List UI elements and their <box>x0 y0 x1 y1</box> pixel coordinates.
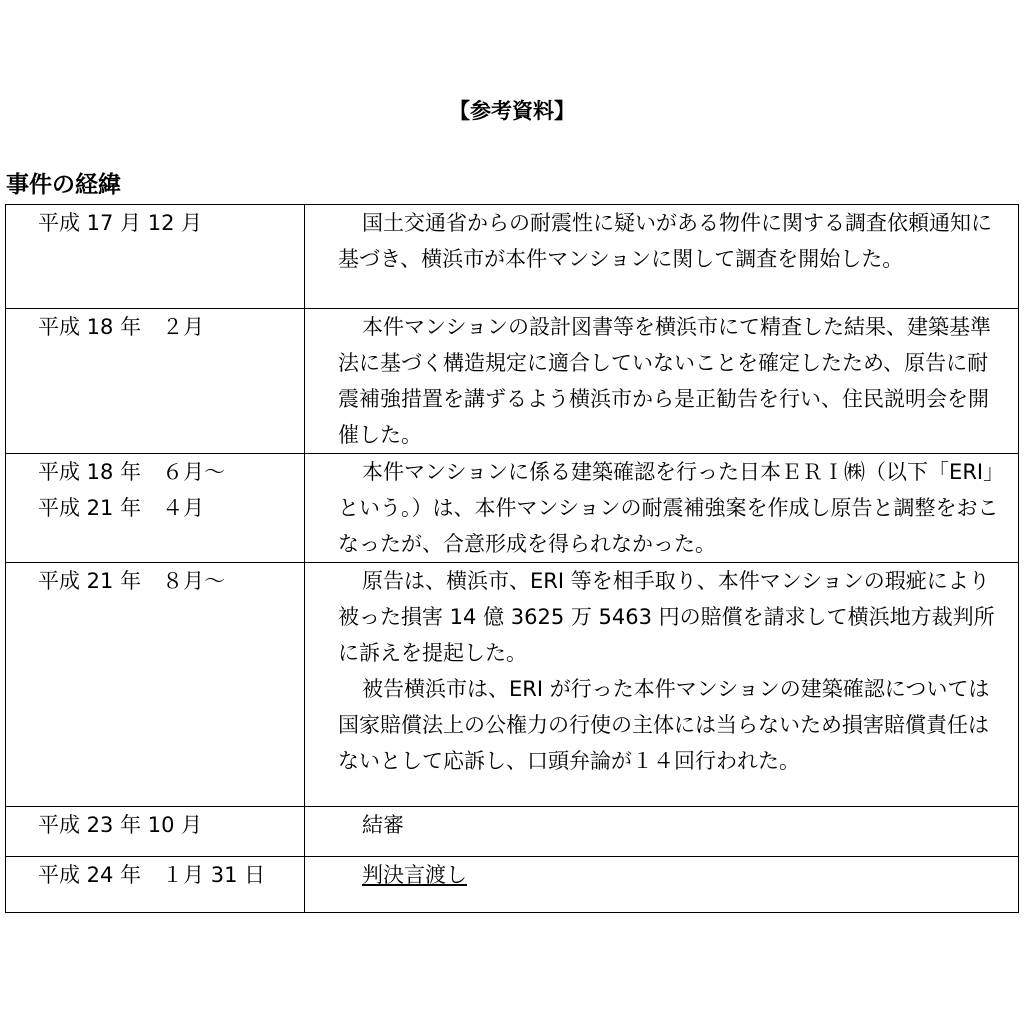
description-cell <box>305 807 1019 857</box>
date-cell <box>6 563 305 807</box>
date-cell <box>6 807 305 857</box>
judgment-label: 判決言渡し <box>362 863 467 887</box>
description-text: 本件マンションに係る建築確認を行った日本ＥＲＩ㈱（以下「ERI」という。）は、本件マンションの耐震補強案を作成し原告と調整をおこなったが、合意形成を得られなかった。 <box>338 460 1005 556</box>
timeline-table <box>5 204 1019 913</box>
date-cell <box>6 205 305 309</box>
date-text: 平成 18 年 ６月～ <box>38 460 226 484</box>
date-text: 平成 24 年 １月 31 日 <box>38 863 266 887</box>
table-row <box>6 857 1019 913</box>
description-text: 被告横浜市は、ERI が行った本件マンションの建築確認については国家賠償法上の公権力の行使の主体には当らないため損害賠償責任はないとして応訴し、口頭弁論が１４回行われた。 <box>338 677 990 773</box>
description-text: 国土交通省からの耐震性に疑いがある物件に関する調査依頼通知に基づき、横浜市が本件マンションに関して調査を開始した。 <box>338 211 992 271</box>
description-cell <box>305 857 1019 913</box>
document-title: 【参考資料】 <box>449 99 575 123</box>
description-text-container <box>338 857 1006 893</box>
date-text: 平成 17 月 12 月 <box>38 211 203 235</box>
date-cell <box>6 857 305 913</box>
table-row <box>6 807 1019 857</box>
table-row <box>6 205 1019 309</box>
description-cell <box>305 563 1019 807</box>
date-text: 平成 21 年 ４月 <box>38 496 205 520</box>
table-row <box>6 309 1019 454</box>
date-text: 平成 23 年 10 月 <box>38 813 203 837</box>
section-heading: 事件の経緯 <box>6 172 121 198</box>
table-row <box>6 563 1019 807</box>
table-row <box>6 454 1019 563</box>
date-cell <box>6 309 305 454</box>
description-text: 結審 <box>362 813 404 837</box>
description-cell <box>305 205 1019 309</box>
date-text: 平成 21 年 ８月～ <box>38 569 226 593</box>
date-cell <box>6 454 305 563</box>
description-cell <box>305 309 1019 454</box>
description-text: 本件マンションの設計図書等を横浜市にて精査した結果、建築基準法に基づく構造規定に適合していないことを確定したため、原告に耐震補強措置を講ずるよう横浜市から是正勧告を行い、住民説明会を開催した。 <box>338 315 992 447</box>
date-text: 平成 18 年 ２月 <box>38 315 205 339</box>
description-text: 原告は、横浜市、ERI 等を相手取り、本件マンションの瑕疵により被った損害 14 億 3625 万 5463 円の賠償を請求して横浜地方裁判所に訴えを提起した。 <box>338 569 995 665</box>
description-cell <box>305 454 1019 563</box>
